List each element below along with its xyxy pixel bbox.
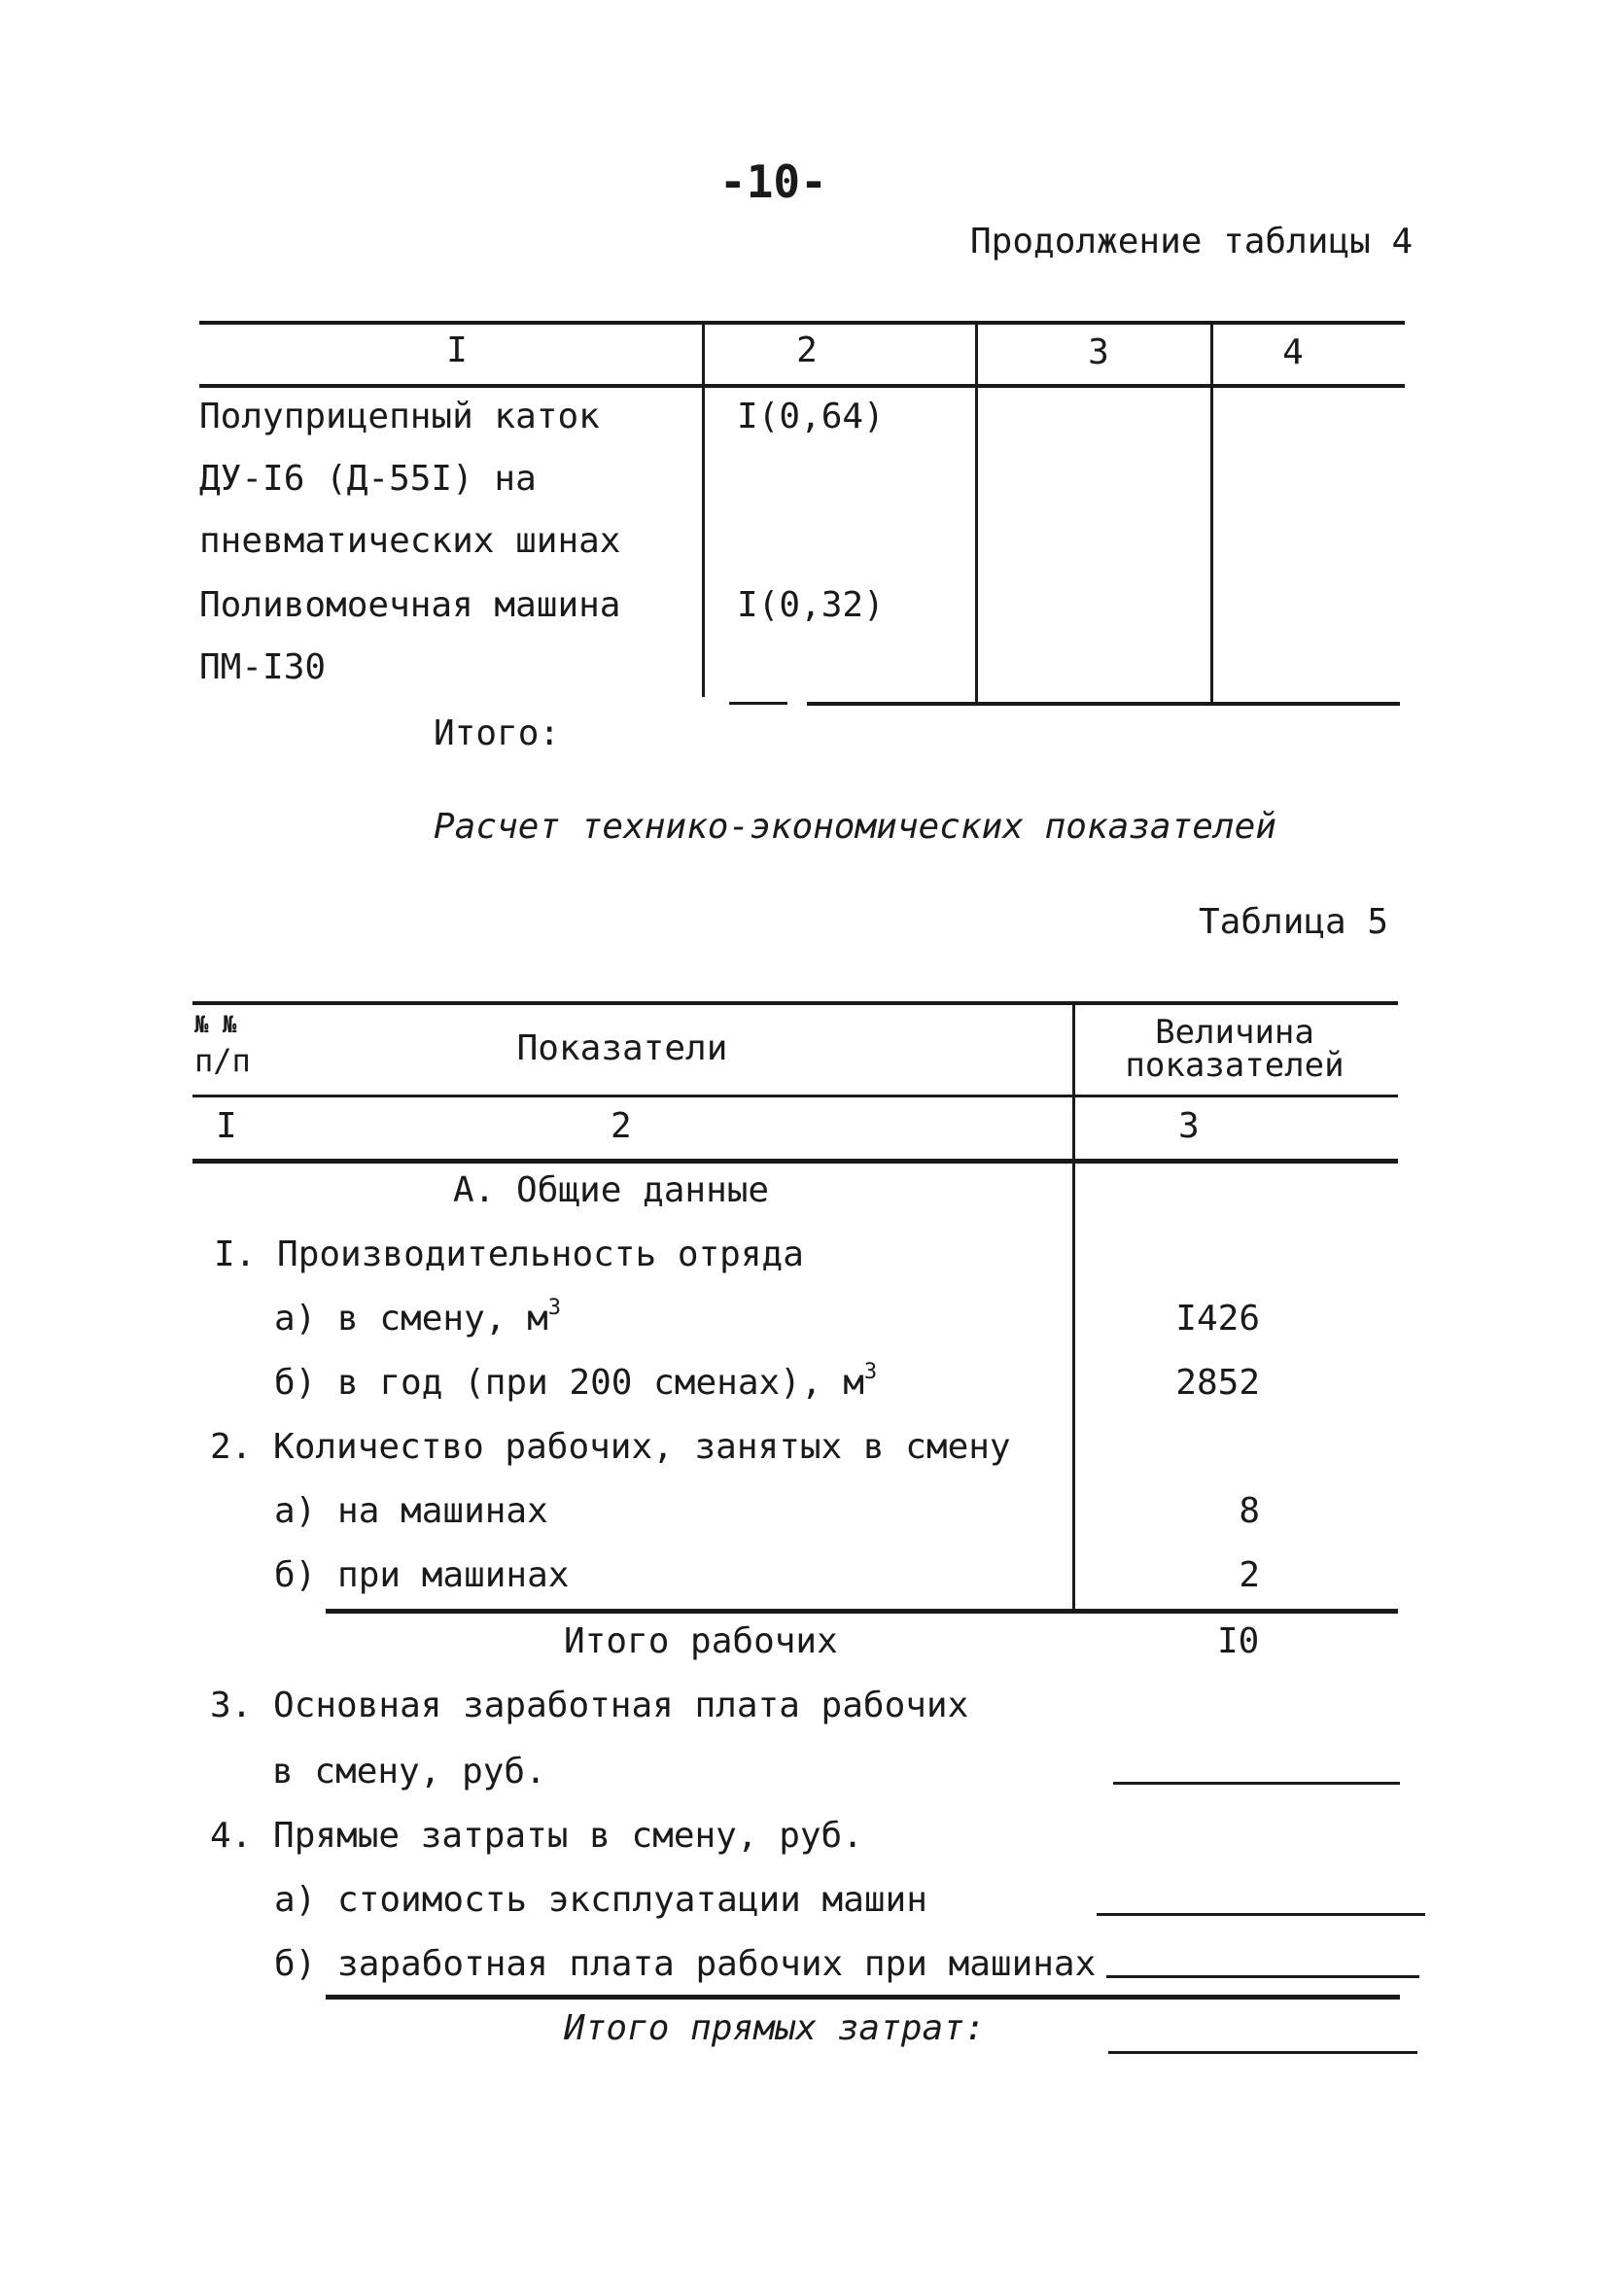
table5-colnum-rule [192,1159,1398,1164]
table5-item2a: а) на машинах [274,1491,548,1531]
table5-item1a-sup: 3 [547,1296,562,1320]
table5-item2a-value: 8 [1239,1491,1260,1531]
table5-top-rule [192,1001,1398,1005]
table5-item4: 4. Прямые затраты в смену, руб. [210,1816,863,1856]
table4-top-rule [199,321,1405,325]
table4-col-divider-1 [702,323,705,697]
table5-item1a [274,1296,562,1339]
table5-item1b-value: 2852 [1175,1363,1260,1403]
table5-header-value-line2: показателей [1125,1046,1345,1085]
table5-item1a-value: I426 [1175,1299,1260,1339]
table5-total-direct: Итого прямых затрат: [564,2008,986,2048]
table5-item1b [274,1360,878,1403]
table5-header-value-line1: Величина [1155,1013,1314,1052]
table4-row1-line1: Полуприцепный каток [199,397,600,436]
table5-item3-line1: 3. Основная заработная плата рабочих [210,1686,969,1725]
table5-item3-line2: в смену, руб. [272,1752,546,1792]
table4-row1-line2: ДУ-I6 (Д-55I) на [199,459,537,499]
table5-header-num-line1: № № [194,1011,237,1038]
table4-row1-col2: I(0,64) [737,397,885,436]
table5-direct-rule [326,1995,1400,2000]
table4-header-col2: 2 [796,330,818,370]
table5-item1: I. Производительность отряда [214,1235,804,1274]
table5-item1b-text: б) в год (при 200 сменах), м [274,1363,864,1403]
table5-colnum-1: I [216,1106,237,1146]
table4-continuation-label: Продолжение таблицы 4 [970,222,1414,261]
table5-total-workers: Итого рабочих [564,1621,838,1661]
table4-header-rule [199,384,1405,388]
table4-row1-line3: пневматических шинах [199,521,621,561]
table5-item2b-value: 2 [1239,1555,1260,1595]
table5-colnum-3: 3 [1178,1106,1200,1146]
page-number: -10- [719,156,827,208]
table5-item4a: а) стоимость эксплуатации машин [274,1880,927,1920]
table4-row2-line1: Поливомоечная машина [199,585,621,625]
table5-item2b: б) при машинах [274,1555,570,1595]
section-title: Расчет технико-экономических показателей [434,807,1276,847]
table5-item1b-sup: 3 [863,1360,878,1384]
table5-item4b-value-blank [1106,1975,1419,1978]
table4-col-divider-2 [975,323,978,704]
table4-total-blank-col2 [729,702,787,705]
table5-item1a-text: а) в смену, м [274,1299,548,1339]
table5-section-a: А. Общие данные [453,1170,770,1210]
table5-header-indicators: Показатели [516,1028,728,1068]
table4-bottom-rule [807,702,1400,706]
table5-item4b: б) заработная плата рабочих при машинах [274,1944,1097,1984]
table5-item2: 2. Количество рабочих, занятых в смену [210,1427,1011,1467]
table5-colnum-2: 2 [611,1106,632,1146]
table5-label: Таблица 5 [1199,902,1389,942]
table5-header-num-line2: п/п [194,1042,251,1079]
table4-header-col1: I [446,330,468,370]
table4-header-col3: 3 [1088,332,1109,372]
table5-item4a-value-blank [1097,1913,1425,1916]
table5-item3-value-blank [1113,1782,1400,1785]
table4-header-col4: 4 [1282,332,1304,372]
table4-row2-col2: I(0,32) [737,585,885,625]
table4-col-divider-3 [1210,323,1213,704]
table5-total-direct-value-blank [1108,2051,1417,2054]
table5-header-rule [192,1095,1398,1097]
table5-workers-rule [326,1609,1398,1614]
table4-row2-line2: ПМ-I30 [199,647,327,687]
table5-total-workers-value: I0 [1217,1621,1260,1661]
table4-total-label: Итого: [434,713,561,753]
